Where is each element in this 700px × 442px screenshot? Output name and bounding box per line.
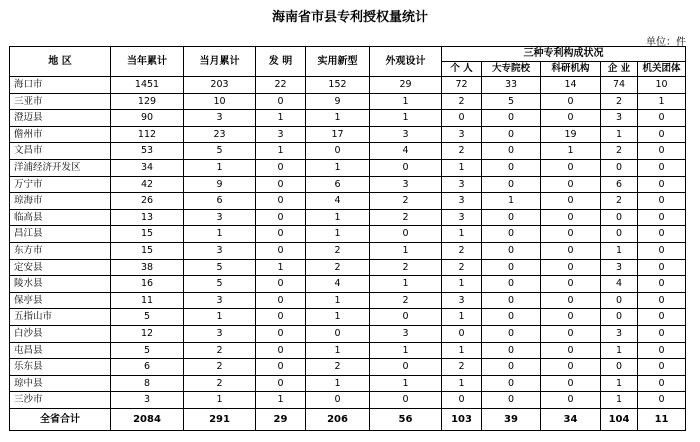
value-cell: 34 — [541, 408, 601, 430]
value-cell: 0 — [541, 325, 601, 342]
value-cell: 33 — [482, 77, 541, 94]
value-cell: 42 — [111, 176, 184, 193]
value-cell: 1 — [442, 276, 482, 293]
value-cell: 129 — [111, 93, 184, 110]
value-cell: 3 — [111, 392, 184, 409]
region-cell: 洋浦经济开发区 — [10, 159, 111, 176]
value-cell: 2 — [601, 93, 638, 110]
value-cell: 56 — [370, 408, 442, 430]
value-cell: 0 — [541, 226, 601, 243]
header-region: 地 区 — [10, 47, 111, 77]
value-cell: 39 — [482, 408, 541, 430]
value-cell: 2 — [442, 93, 482, 110]
value-cell: 0 — [541, 342, 601, 359]
value-cell: 11 — [111, 292, 184, 309]
value-cell: 1 — [306, 342, 370, 359]
value-cell: 3 — [442, 176, 482, 193]
value-cell: 34 — [111, 159, 184, 176]
region-cell: 三亚市 — [10, 93, 111, 110]
value-cell: 1451 — [111, 77, 184, 94]
value-cell: 14 — [541, 77, 601, 94]
total-row — [10, 408, 686, 430]
value-cell: 72 — [442, 77, 482, 94]
value-cell: 0 — [482, 209, 541, 226]
value-cell: 1 — [638, 93, 686, 110]
value-cell: 2 — [370, 259, 442, 276]
value-cell: 0 — [482, 159, 541, 176]
value-cell: 4 — [306, 276, 370, 293]
value-cell: 1 — [370, 93, 442, 110]
value-cell: 0 — [256, 342, 306, 359]
value-cell: 22 — [256, 77, 306, 94]
region-cell: 东方市 — [10, 242, 111, 259]
region-cell: 澄迈县 — [10, 110, 111, 127]
value-cell: 0 — [370, 359, 442, 376]
value-cell: 0 — [482, 325, 541, 342]
region-cell: 临高县 — [10, 209, 111, 226]
value-cell: 2 — [442, 143, 482, 160]
value-cell: 0 — [638, 242, 686, 259]
table-row — [10, 193, 686, 210]
value-cell: 1 — [601, 392, 638, 409]
value-cell: 0 — [482, 276, 541, 293]
table-row — [10, 342, 686, 359]
value-cell: 0 — [256, 242, 306, 259]
value-cell: 3 — [370, 176, 442, 193]
value-cell: 0 — [370, 159, 442, 176]
value-cell: 152 — [306, 77, 370, 94]
value-cell: 1 — [306, 209, 370, 226]
value-cell: 1 — [442, 375, 482, 392]
value-cell: 0 — [541, 359, 601, 376]
value-cell: 10 — [184, 93, 256, 110]
value-cell: 2 — [442, 242, 482, 259]
value-cell: 1 — [370, 342, 442, 359]
value-cell: 1 — [306, 159, 370, 176]
table-row — [10, 309, 686, 326]
table-row — [10, 292, 686, 309]
value-cell: 0 — [256, 276, 306, 293]
value-cell: 0 — [638, 126, 686, 143]
value-cell: 2 — [306, 242, 370, 259]
table-row — [10, 276, 686, 293]
table-row — [10, 176, 686, 193]
header-research: 科研机构 — [541, 62, 601, 77]
table-row — [10, 392, 686, 409]
value-cell: 0 — [482, 375, 541, 392]
table-row — [10, 159, 686, 176]
value-cell: 3 — [184, 292, 256, 309]
value-cell: 1 — [541, 143, 601, 160]
table-row — [10, 126, 686, 143]
value-cell: 2 — [306, 259, 370, 276]
value-cell: 0 — [256, 226, 306, 243]
value-cell: 17 — [306, 126, 370, 143]
value-cell: 0 — [306, 325, 370, 342]
value-cell: 2 — [306, 359, 370, 376]
value-cell: 1 — [306, 309, 370, 326]
header-government: 机关团体 — [638, 62, 686, 77]
value-cell: 5 — [482, 93, 541, 110]
value-cell: 23 — [184, 126, 256, 143]
value-cell: 3 — [442, 126, 482, 143]
region-cell: 屯昌县 — [10, 342, 111, 359]
value-cell: 0 — [541, 259, 601, 276]
value-cell: 1 — [184, 226, 256, 243]
value-cell: 1 — [256, 143, 306, 160]
table-row — [10, 93, 686, 110]
value-cell: 0 — [541, 375, 601, 392]
value-cell: 2084 — [111, 408, 184, 430]
region-cell: 万宁市 — [10, 176, 111, 193]
value-cell: 9 — [184, 176, 256, 193]
value-cell: 4 — [306, 193, 370, 210]
table-row — [10, 226, 686, 243]
value-cell: 1 — [184, 309, 256, 326]
value-cell: 0 — [601, 209, 638, 226]
value-cell: 3 — [370, 126, 442, 143]
value-cell: 1 — [370, 375, 442, 392]
region-cell: 保亭县 — [10, 292, 111, 309]
value-cell: 9 — [306, 93, 370, 110]
value-cell: 104 — [601, 408, 638, 430]
value-cell: 5 — [184, 259, 256, 276]
value-cell: 3 — [601, 325, 638, 342]
table-row — [10, 375, 686, 392]
value-cell: 3 — [442, 209, 482, 226]
value-cell: 1 — [370, 242, 442, 259]
value-cell: 3 — [442, 193, 482, 210]
value-cell: 1 — [442, 159, 482, 176]
region-cell: 陵水县 — [10, 276, 111, 293]
value-cell: 206 — [306, 408, 370, 430]
table-row — [10, 259, 686, 276]
value-cell: 3 — [184, 209, 256, 226]
value-cell: 0 — [482, 110, 541, 127]
value-cell: 1 — [601, 242, 638, 259]
table-body — [10, 77, 686, 431]
region-cell: 昌江县 — [10, 226, 111, 243]
table-row — [10, 209, 686, 226]
value-cell: 0 — [541, 276, 601, 293]
value-cell: 15 — [111, 242, 184, 259]
value-cell: 4 — [370, 143, 442, 160]
value-cell: 0 — [541, 242, 601, 259]
value-cell: 0 — [442, 392, 482, 409]
value-cell: 2 — [442, 359, 482, 376]
region-cell: 琼海市 — [10, 193, 111, 210]
value-cell: 1 — [442, 342, 482, 359]
value-cell: 1 — [442, 226, 482, 243]
value-cell: 0 — [541, 292, 601, 309]
value-cell: 0 — [482, 309, 541, 326]
value-cell: 0 — [638, 110, 686, 127]
value-cell: 1 — [184, 159, 256, 176]
value-cell: 112 — [111, 126, 184, 143]
value-cell: 2 — [601, 143, 638, 160]
value-cell: 0 — [442, 110, 482, 127]
value-cell: 3 — [601, 110, 638, 127]
value-cell: 90 — [111, 110, 184, 127]
table-row — [10, 242, 686, 259]
value-cell: 0 — [482, 359, 541, 376]
value-cell: 3 — [184, 325, 256, 342]
value-cell: 5 — [184, 143, 256, 160]
value-cell: 0 — [601, 309, 638, 326]
value-cell: 0 — [256, 176, 306, 193]
value-cell: 1 — [601, 342, 638, 359]
value-cell: 0 — [638, 309, 686, 326]
value-cell: 0 — [541, 392, 601, 409]
value-cell: 74 — [601, 77, 638, 94]
value-cell: 1 — [306, 375, 370, 392]
header-individual: 个 人 — [442, 62, 482, 77]
value-cell: 3 — [184, 110, 256, 127]
value-cell: 53 — [111, 143, 184, 160]
value-cell: 12 — [111, 325, 184, 342]
value-cell: 38 — [111, 259, 184, 276]
value-cell: 0 — [638, 143, 686, 160]
value-cell: 26 — [111, 193, 184, 210]
value-cell: 0 — [306, 392, 370, 409]
value-cell: 3 — [601, 259, 638, 276]
value-cell: 2 — [184, 375, 256, 392]
value-cell: 0 — [370, 309, 442, 326]
value-cell: 1 — [601, 126, 638, 143]
region-cell: 海口市 — [10, 77, 111, 94]
value-cell: 0 — [638, 359, 686, 376]
value-cell: 0 — [256, 209, 306, 226]
value-cell: 0 — [256, 359, 306, 376]
value-cell: 2 — [442, 259, 482, 276]
value-cell: 5 — [111, 342, 184, 359]
value-cell: 0 — [541, 209, 601, 226]
value-cell: 0 — [370, 392, 442, 409]
table-row — [10, 143, 686, 160]
value-cell: 0 — [601, 226, 638, 243]
value-cell: 0 — [541, 309, 601, 326]
header-invention: 发 明 — [256, 47, 306, 77]
value-cell: 0 — [370, 226, 442, 243]
value-cell: 3 — [256, 126, 306, 143]
table-row — [10, 110, 686, 127]
value-cell: 0 — [306, 143, 370, 160]
value-cell: 10 — [638, 77, 686, 94]
region-cell: 琼中县 — [10, 375, 111, 392]
region-cell: 五指山市 — [10, 309, 111, 326]
value-cell: 0 — [541, 93, 601, 110]
value-cell: 0 — [638, 209, 686, 226]
value-cell: 4 — [601, 276, 638, 293]
table-row — [10, 359, 686, 376]
value-cell: 2 — [184, 342, 256, 359]
value-cell: 103 — [442, 408, 482, 430]
value-cell: 1 — [256, 259, 306, 276]
header-utility-model: 实用新型 — [306, 47, 370, 77]
value-cell: 0 — [638, 176, 686, 193]
header-enterprise: 企 业 — [601, 62, 638, 77]
value-cell: 0 — [541, 159, 601, 176]
value-cell: 16 — [111, 276, 184, 293]
value-cell: 0 — [482, 292, 541, 309]
value-cell: 1 — [370, 276, 442, 293]
value-cell: 3 — [184, 242, 256, 259]
value-cell: 1 — [482, 193, 541, 210]
region-cell: 白沙县 — [10, 325, 111, 342]
value-cell: 0 — [256, 193, 306, 210]
value-cell: 0 — [638, 375, 686, 392]
value-cell: 6 — [306, 176, 370, 193]
value-cell: 2 — [601, 193, 638, 210]
value-cell: 2 — [184, 359, 256, 376]
value-cell: 0 — [482, 342, 541, 359]
header-year-total: 当年累计 — [111, 47, 184, 77]
value-cell: 2 — [370, 193, 442, 210]
value-cell: 0 — [638, 325, 686, 342]
region-cell: 乐东县 — [10, 359, 111, 376]
region-cell: 儋州市 — [10, 126, 111, 143]
value-cell: 6 — [111, 359, 184, 376]
value-cell: 0 — [256, 325, 306, 342]
value-cell: 0 — [442, 325, 482, 342]
value-cell: 15 — [111, 226, 184, 243]
value-cell: 1 — [306, 292, 370, 309]
value-cell: 1 — [306, 110, 370, 127]
region-cell: 文昌市 — [10, 143, 111, 160]
value-cell: 0 — [482, 176, 541, 193]
value-cell: 19 — [541, 126, 601, 143]
unit-label: 单位：件 — [646, 37, 686, 48]
value-cell: 6 — [601, 176, 638, 193]
region-cell: 全省合计 — [10, 408, 111, 430]
value-cell: 291 — [184, 408, 256, 430]
value-cell: 5 — [111, 309, 184, 326]
value-cell: 0 — [482, 392, 541, 409]
value-cell: 0 — [541, 110, 601, 127]
header-university: 大专院校 — [482, 62, 541, 77]
value-cell: 1 — [184, 392, 256, 409]
value-cell: 8 — [111, 375, 184, 392]
value-cell: 0 — [601, 359, 638, 376]
value-cell: 1 — [442, 309, 482, 326]
value-cell: 13 — [111, 209, 184, 226]
value-cell: 0 — [541, 193, 601, 210]
page-title: 海南省市县专利授权量统计 — [271, 10, 428, 25]
value-cell: 0 — [638, 259, 686, 276]
value-cell: 2 — [370, 209, 442, 226]
value-cell: 0 — [256, 375, 306, 392]
value-cell: 1 — [370, 110, 442, 127]
value-cell: 0 — [638, 292, 686, 309]
value-cell: 0 — [638, 276, 686, 293]
value-cell: 203 — [184, 77, 256, 94]
value-cell: 3 — [370, 325, 442, 342]
table-row — [10, 325, 686, 342]
value-cell: 0 — [638, 159, 686, 176]
value-cell: 0 — [256, 292, 306, 309]
value-cell: 29 — [256, 408, 306, 430]
region-cell: 定安县 — [10, 259, 111, 276]
value-cell: 5 — [184, 276, 256, 293]
value-cell: 6 — [184, 193, 256, 210]
value-cell: 0 — [482, 126, 541, 143]
value-cell: 0 — [638, 193, 686, 210]
header-composition: 三种专利构成状况 — [442, 47, 686, 62]
value-cell: 0 — [638, 342, 686, 359]
value-cell: 1 — [306, 226, 370, 243]
value-cell: 1 — [601, 375, 638, 392]
region-cell: 三沙市 — [10, 392, 111, 409]
header-row — [10, 47, 686, 62]
header-design: 外观设计 — [370, 47, 442, 77]
value-cell: 0 — [482, 242, 541, 259]
value-cell: 29 — [370, 77, 442, 94]
value-cell: 2 — [370, 292, 442, 309]
table-row — [10, 77, 686, 94]
value-cell: 0 — [482, 259, 541, 276]
value-cell: 0 — [638, 392, 686, 409]
value-cell: 0 — [256, 309, 306, 326]
value-cell: 0 — [482, 143, 541, 160]
value-cell: 11 — [638, 408, 686, 430]
value-cell: 0 — [601, 292, 638, 309]
value-cell: 0 — [601, 159, 638, 176]
patent-stats-table — [9, 46, 686, 431]
value-cell: 0 — [541, 176, 601, 193]
value-cell: 1 — [256, 110, 306, 127]
value-cell: 3 — [442, 292, 482, 309]
value-cell: 0 — [256, 159, 306, 176]
value-cell: 1 — [256, 392, 306, 409]
value-cell: 0 — [638, 226, 686, 243]
value-cell: 0 — [256, 93, 306, 110]
header-month-total: 当月累计 — [184, 47, 256, 77]
value-cell: 0 — [482, 226, 541, 243]
